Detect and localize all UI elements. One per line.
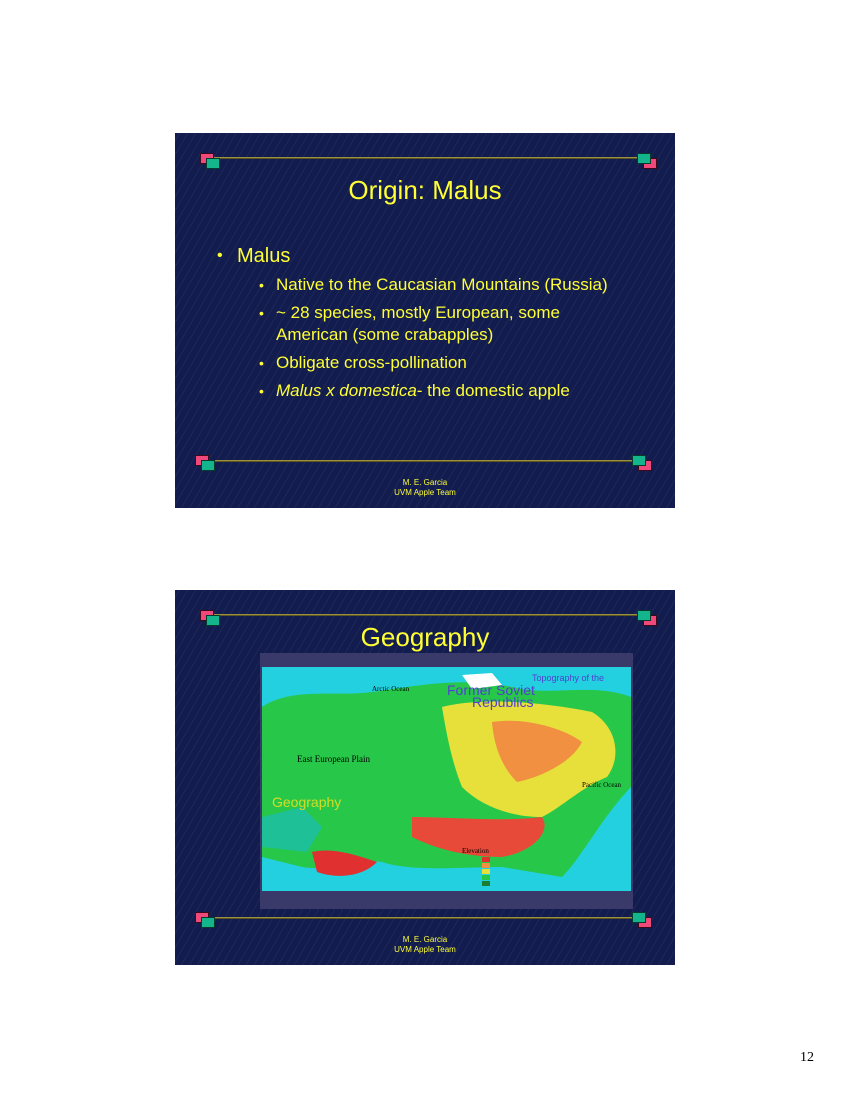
- species-description: - the domestic apple: [416, 381, 570, 400]
- legend-swatch: [482, 863, 490, 868]
- legend-swatch: [482, 869, 490, 874]
- sub-bullet: • Obligate cross-pollination: [259, 352, 615, 374]
- bullet-list: [217, 245, 615, 408]
- deco-squares-icon: [195, 912, 213, 926]
- map-label: Arctic Ocean: [372, 685, 410, 693]
- deco-squares-icon: [632, 455, 650, 469]
- map-title-line3: Republics: [472, 694, 534, 710]
- species-name: Malus x domestica: [276, 381, 417, 400]
- sub-bullet: • ~ 28 species, mostly European, some American (some crabapples): [259, 302, 615, 346]
- slide-origin-malus: [175, 133, 675, 508]
- page-number: 12: [800, 1050, 814, 1065]
- map-title-line2: Former Soviet: [447, 682, 535, 698]
- footer-author: M. E. Garcia: [402, 935, 448, 944]
- topography-map: [262, 667, 631, 891]
- map-label: East European Plain: [297, 754, 370, 764]
- footer-team: UVM Apple Team: [394, 488, 456, 497]
- sub-bullet-domestica: [259, 380, 615, 402]
- deco-squares-icon: [195, 455, 213, 469]
- top-rule: [210, 614, 640, 616]
- top-rule: [210, 157, 640, 159]
- map-label: Elevation: [462, 847, 489, 855]
- deco-squares-icon: [637, 153, 655, 167]
- sub-bullet: • Native to the Caucasian Mountains (Russia): [259, 274, 615, 296]
- deco-squares-icon: [200, 153, 218, 167]
- footer-author: M. E. Garcia: [402, 478, 448, 487]
- map-title-line1: Topography of the: [532, 673, 605, 683]
- bottom-rule: [210, 917, 640, 919]
- deco-squares-icon: [632, 912, 650, 926]
- slide-geography: [175, 590, 675, 965]
- bottom-rule: [210, 460, 640, 462]
- elevation-legend: [482, 857, 490, 886]
- map-label: Pacific Ocean: [582, 781, 622, 789]
- map-overlay-text: Geography: [272, 794, 342, 810]
- legend-swatch: [482, 881, 490, 886]
- bullet-main: • Malus: [217, 245, 615, 268]
- footer-team: UVM Apple Team: [394, 945, 456, 954]
- slide-title: Origin: Malus: [348, 175, 502, 205]
- slide-footer: [175, 935, 675, 955]
- legend-swatch: [482, 857, 490, 862]
- slide-title: Geography: [360, 622, 490, 652]
- map-image: [260, 653, 633, 909]
- legend-swatch: [482, 875, 490, 880]
- slide-footer: [175, 478, 675, 498]
